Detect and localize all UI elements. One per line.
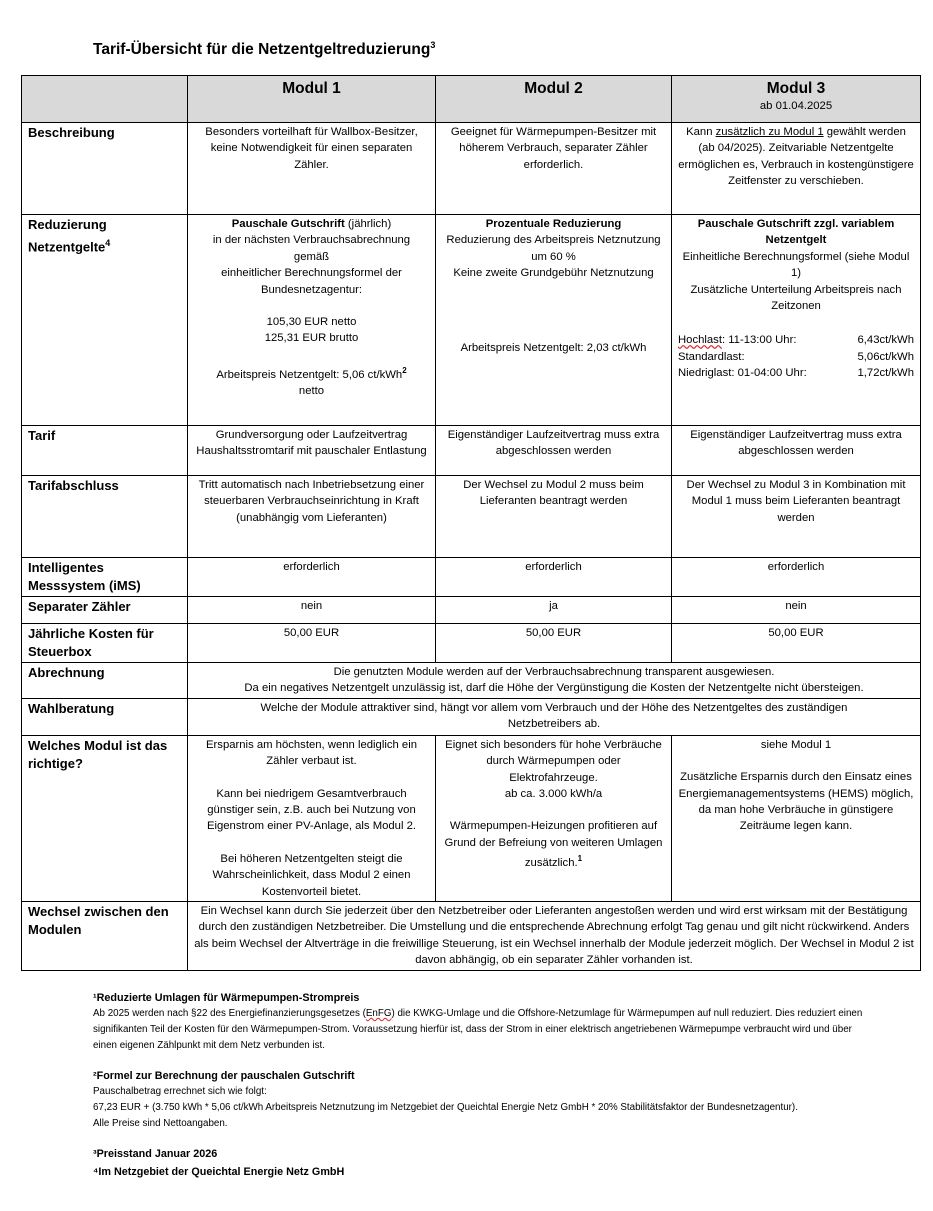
footnote-1: ¹Reduzierte Umlagen für Wärmepumpen-Strompreis Ab 2025 werden nach §22 des Energiefinanzierungsgesetzes (EnFG) die KWKG-Umlage und die Offshore-Netzumlage für Wärmepumpen auf null reduziert. Dies reduziert einen signifikanten Teil der Kosten für den Wärmepumpen-Strom. Voraussetzung hierfür ist, dass der Strom in einer elektrisch angetriebenen Wärmepumpe verbraucht wird und über einen eigenen Zählpunkt mit dem Netz verbunden ist.	[93, 992, 863, 1051]
price-brutto: 125,31 EUR brutto	[264, 332, 359, 345]
time-zone-rates	[678, 332, 914, 381]
cell-modul-1: Ersparnis am höchsten, wenn lediglich ein Zähler verbaut ist. Kann bei niedrigem Gesamtverbrauch günstiger sein, z.B. auch bei Nutzung von Eigenstrom einer PV-Anlage, als Modul 2. Bei höheren Netzentgelten steigt die Wahrscheinlichkeit, dass Modul 2 einen Kostenvorteil bietet.	[188, 735, 436, 901]
row-label: Reduzierung Netzentgelte$^4$	[22, 215, 188, 426]
row-label: Wahlberatung	[22, 698, 188, 735]
cell-modul-2: Eignet sich besonders für hohe Verbräuche durch Wärmepumpen oder Elektrofahrzeuge. ab ca. 3.000 kWh/a Wärmepumpen-Heizungen profitieren auf Grund der Befreiung von weiteren Umlagen zusätzlich.$^1$	[436, 735, 672, 901]
page-title: Tarif-Übersicht für die Netzentgeltreduzierung$^3$	[93, 40, 436, 59]
header-modul-2: Modul 2	[436, 76, 672, 123]
rate-row-niedriglast: Niedriglast: 01-04:00 Uhr: 1,72ct/kWh	[678, 367, 914, 380]
footnote-ref: 2	[402, 365, 407, 375]
cell-modul-1: Pauschale Gutschrift (jährlich) in der nächsten Verbrauchsabrechnung gemäß einheitlicher Berechnungsformel der Bundesnetzagentur: 105,30 EUR netto 125,31 EUR brutto Arbeitspreis Netzentgelt: 5,06 ct/kWh$^2$ netto	[188, 215, 436, 426]
cell-modul-1: Tritt automatisch nach Inbetriebsetzung einer steuerbaren Verbrauchseinrichtung in Kraft (unabhängig vom Lieferanten)	[188, 476, 436, 558]
cell-modul-3: erforderlich	[672, 558, 921, 597]
cell-modul-3: 50,00 EUR	[672, 624, 921, 663]
cell-modul-3: Der Wechsel zu Modul 3 in Kombination mit Modul 1 muss beim Lieferanten beantragt werden	[672, 476, 921, 558]
row-label: Tarif	[22, 426, 188, 476]
header-modul-1: Modul 1	[188, 76, 436, 123]
footnote-ref: 4	[105, 238, 111, 248]
row-label: Tarifabschluss	[22, 476, 188, 558]
row-label: Jährliche Kosten für Steuerbox	[22, 624, 188, 663]
footnotes	[93, 990, 873, 1182]
cell-modul-1: Grundversorgung oder Laufzeitvertrag Haushaltsstromtarif mit pauschaler Entlastung	[188, 426, 436, 476]
cell-modul-1: nein	[188, 597, 436, 624]
cell-all-modules: Welche der Module attraktiver sind, hängt vor allem vom Verbrauch und der Höhe des Netzentgeltes des zuständigen Netzbetreibers ab.	[188, 698, 921, 735]
cell-modul-3: Pauschale Gutschrift zzgl. variablem Netzentgelt Einheitliche Berechnungsformel (siehe Modul 1) Zusätzliche Unterteilung Arbeitspreis nach Zeitzonen Hochlast: 11-13:00 Uhr: 6,43ct/kWh Standardlast: 5,06ct/kWh Niedriglast: 01-04:00 Uhr: 1,72ct/kWh	[672, 215, 921, 426]
table-row-tarifabschluss	[22, 476, 921, 558]
cell-all-modules: Ein Wechsel kann durch Sie jederzeit über den Netzbetreiber oder Lieferanten angestoßen werden und wird erst wirksam mit der Bestätigung durch den zuständigen Netzbetreiber. Die Umstellung und die entsprechende Abrechnung erfolgt Tag genau und gilt nicht rückwirkend. Anders als beim Wechsel der Altverträge in die freiwillige Steuerung, ist ein Wechsel innerhalb der Module jederzeit möglich. Der Wechsel in Modul 2 ist davon abhängig, ob ein separater Zähler vorhanden ist.	[188, 902, 921, 971]
cell-modul-2: 50,00 EUR	[436, 624, 672, 663]
table-row-separater-zaehler	[22, 597, 921, 624]
table-row-wechsel	[22, 902, 921, 971]
table-row-welches-modul	[22, 735, 921, 901]
cell-modul-3: nein	[672, 597, 921, 624]
row-label: Welches Modul ist das richtige?	[22, 735, 188, 901]
cell-modul-2: Eigenständiger Laufzeitvertrag muss extra abgeschlossen werden	[436, 426, 672, 476]
rate-row-hochlast: Hochlast: 11-13:00 Uhr: 6,43ct/kWh	[678, 334, 914, 347]
row-label: Wechsel zwischen den Modulen	[22, 902, 188, 971]
row-label: Intelligentes Messsystem (iMS)	[22, 558, 188, 597]
cell-modul-2: Prozentuale Reduzierung Reduzierung des Arbeitspreis Netznutzung um 60 % Keine zweite Grundgebühr Netznutzung Arbeitspreis Netzentgelt: 2,03 ct/kWh	[436, 215, 672, 426]
header-modul-3-date: ab 01.04.2025	[759, 100, 833, 112]
cell-modul-2: Geeignet für Wärmepumpen-Besitzer mit höherem Verbrauch, separater Zähler erforderlich.	[436, 123, 672, 215]
header-modul-3: Modul 3 ab 01.04.2025	[672, 76, 921, 123]
price-netto: 105,30 EUR netto	[266, 316, 357, 329]
table-row-tarif	[22, 426, 921, 476]
row-label: Separater Zähler	[22, 597, 188, 624]
header-empty	[22, 76, 188, 123]
cell-modul-1: Besonders vorteilhaft für Wallbox-Besitzer, keine Notwendigkeit für einen separaten Zähler.	[188, 123, 436, 215]
cell-all-modules: Die genutzten Module werden auf der Verbrauchsabrechnung transparent ausgewiesen. Da ein negatives Netzentgelt unzulässig ist, darf die Höhe der Vergünstigung die Kosten der Netzentgelte nicht übersteigen.	[188, 663, 921, 699]
cell-modul-2: Der Wechsel zu Modul 2 muss beim Lieferanten beantragt werden	[436, 476, 672, 558]
row-label: Abrechnung	[22, 663, 188, 699]
cell-modul-3: Eigenständiger Laufzeitvertrag muss extra abgeschlossen werden	[672, 426, 921, 476]
table-header-row	[22, 76, 921, 123]
cell-modul-3: siehe Modul 1 Zusätzliche Ersparnis durch den Einsatz eines Energiemanagementsystems (HEMS) möglich, da man hohe Verbräuche in günstigere Zeiträume legen kann.	[672, 735, 921, 901]
footnote-ref: 1	[577, 854, 583, 864]
tariff-comparison-table	[21, 75, 921, 971]
table-row-ims	[22, 558, 921, 597]
cell-modul-3: Kann zusätzlich zu Modul 1 gewählt werden (ab 04/2025). Zeitvariable Netzentgelte ermöglichen es, Verbrauch in kostengünstigere Zeitfenster zu verschieben.	[672, 123, 921, 215]
cell-modul-2: erforderlich	[436, 558, 672, 597]
table-row-wahlberatung	[22, 698, 921, 735]
table-row-beschreibung	[22, 123, 921, 215]
underlined-text: zusätzlich zu Modul 1	[715, 126, 824, 138]
rate-row-standardlast: Standardlast: 5,06ct/kWh	[678, 350, 914, 363]
cell-modul-1: erforderlich	[188, 558, 436, 597]
footnote-2: ²Formel zur Berechnung der pauschalen Gutschrift Pauschalbetrag errechnet sich wie folgt: 67,23 EUR + (3.750 kWh * 5,06 ct/kWh Arbeitspreis Netznutzung im Netzgebiet der Queichtal Energie Netz GmbH * 20% Stabilitätsfaktor der Bundesnetzagentur). Alle Preise sind Nettoangaben.	[93, 1070, 798, 1129]
footnote-3: ³Preisstand Januar 2026	[93, 1148, 218, 1160]
table-row-reduzierung	[22, 215, 921, 426]
row-label: Beschreibung	[22, 123, 188, 215]
table-row-abrechnung	[22, 663, 921, 699]
footnote-4: ⁴Im Netzgebiet der Queichtal Energie Netz GmbH	[93, 1166, 345, 1178]
cell-modul-1: 50,00 EUR	[188, 624, 436, 663]
arbeitspreis-modul-2: Arbeitspreis Netzentgelt: 2,03 ct/kWh	[460, 341, 647, 354]
footnote-ref: 3	[430, 40, 436, 50]
table-row-steuerbox	[22, 624, 921, 663]
cell-modul-2: ja	[436, 597, 672, 624]
